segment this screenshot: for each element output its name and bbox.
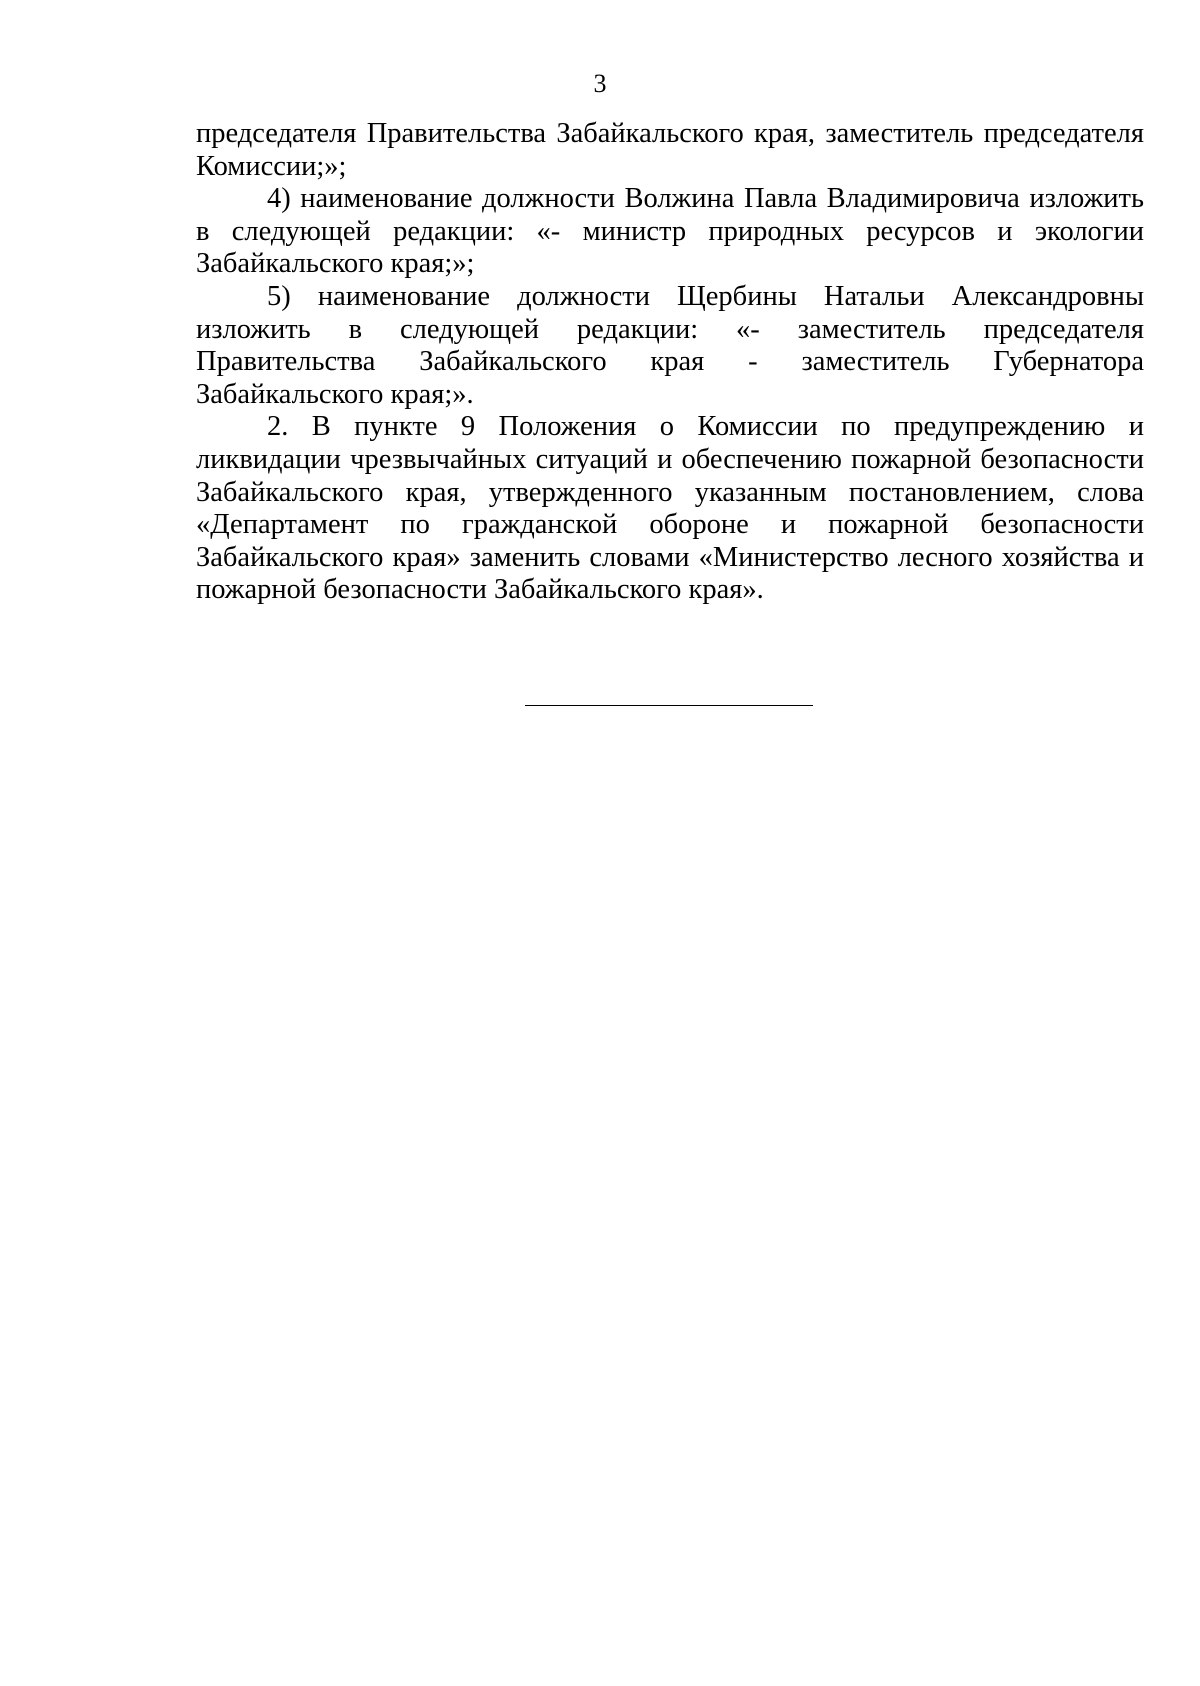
- paragraph-continuation: председателя Правительства Забайкальского края, заместитель председателя Комиссии;»;: [196, 118, 1144, 182]
- paragraph-item-4: 4) наименование должности Волжина Павла Владимировича изложить в следующей редакции: «- министр природных ресурсов и экологии Забайкальского края;»;: [196, 183, 1144, 280]
- paragraph-item-5: 5) наименование должности Щербины Натальи Александровны изложить в следующей редакции: «- заместитель председателя Правительства Забайкальского края - заместитель Губернатора Забайкальского края;».: [196, 280, 1144, 410]
- document-end-line: [525, 705, 813, 706]
- paragraph-section-2: 2. В пункте 9 Положения о Комиссии по предупреждению и ликвидации чрезвычайных ситуаций и обеспечению пожарной безопасности Забайкальского края, утвержденного указанным постановлением, слова «Департамент по гражданской обороне и пожарной безопасности Забайкальского края» заменить словами «Министерство лесного хозяйства и пожарной безопасности Забайкальского края».: [196, 411, 1144, 606]
- page-number: 3: [593, 69, 607, 98]
- document-body: [196, 118, 1144, 607]
